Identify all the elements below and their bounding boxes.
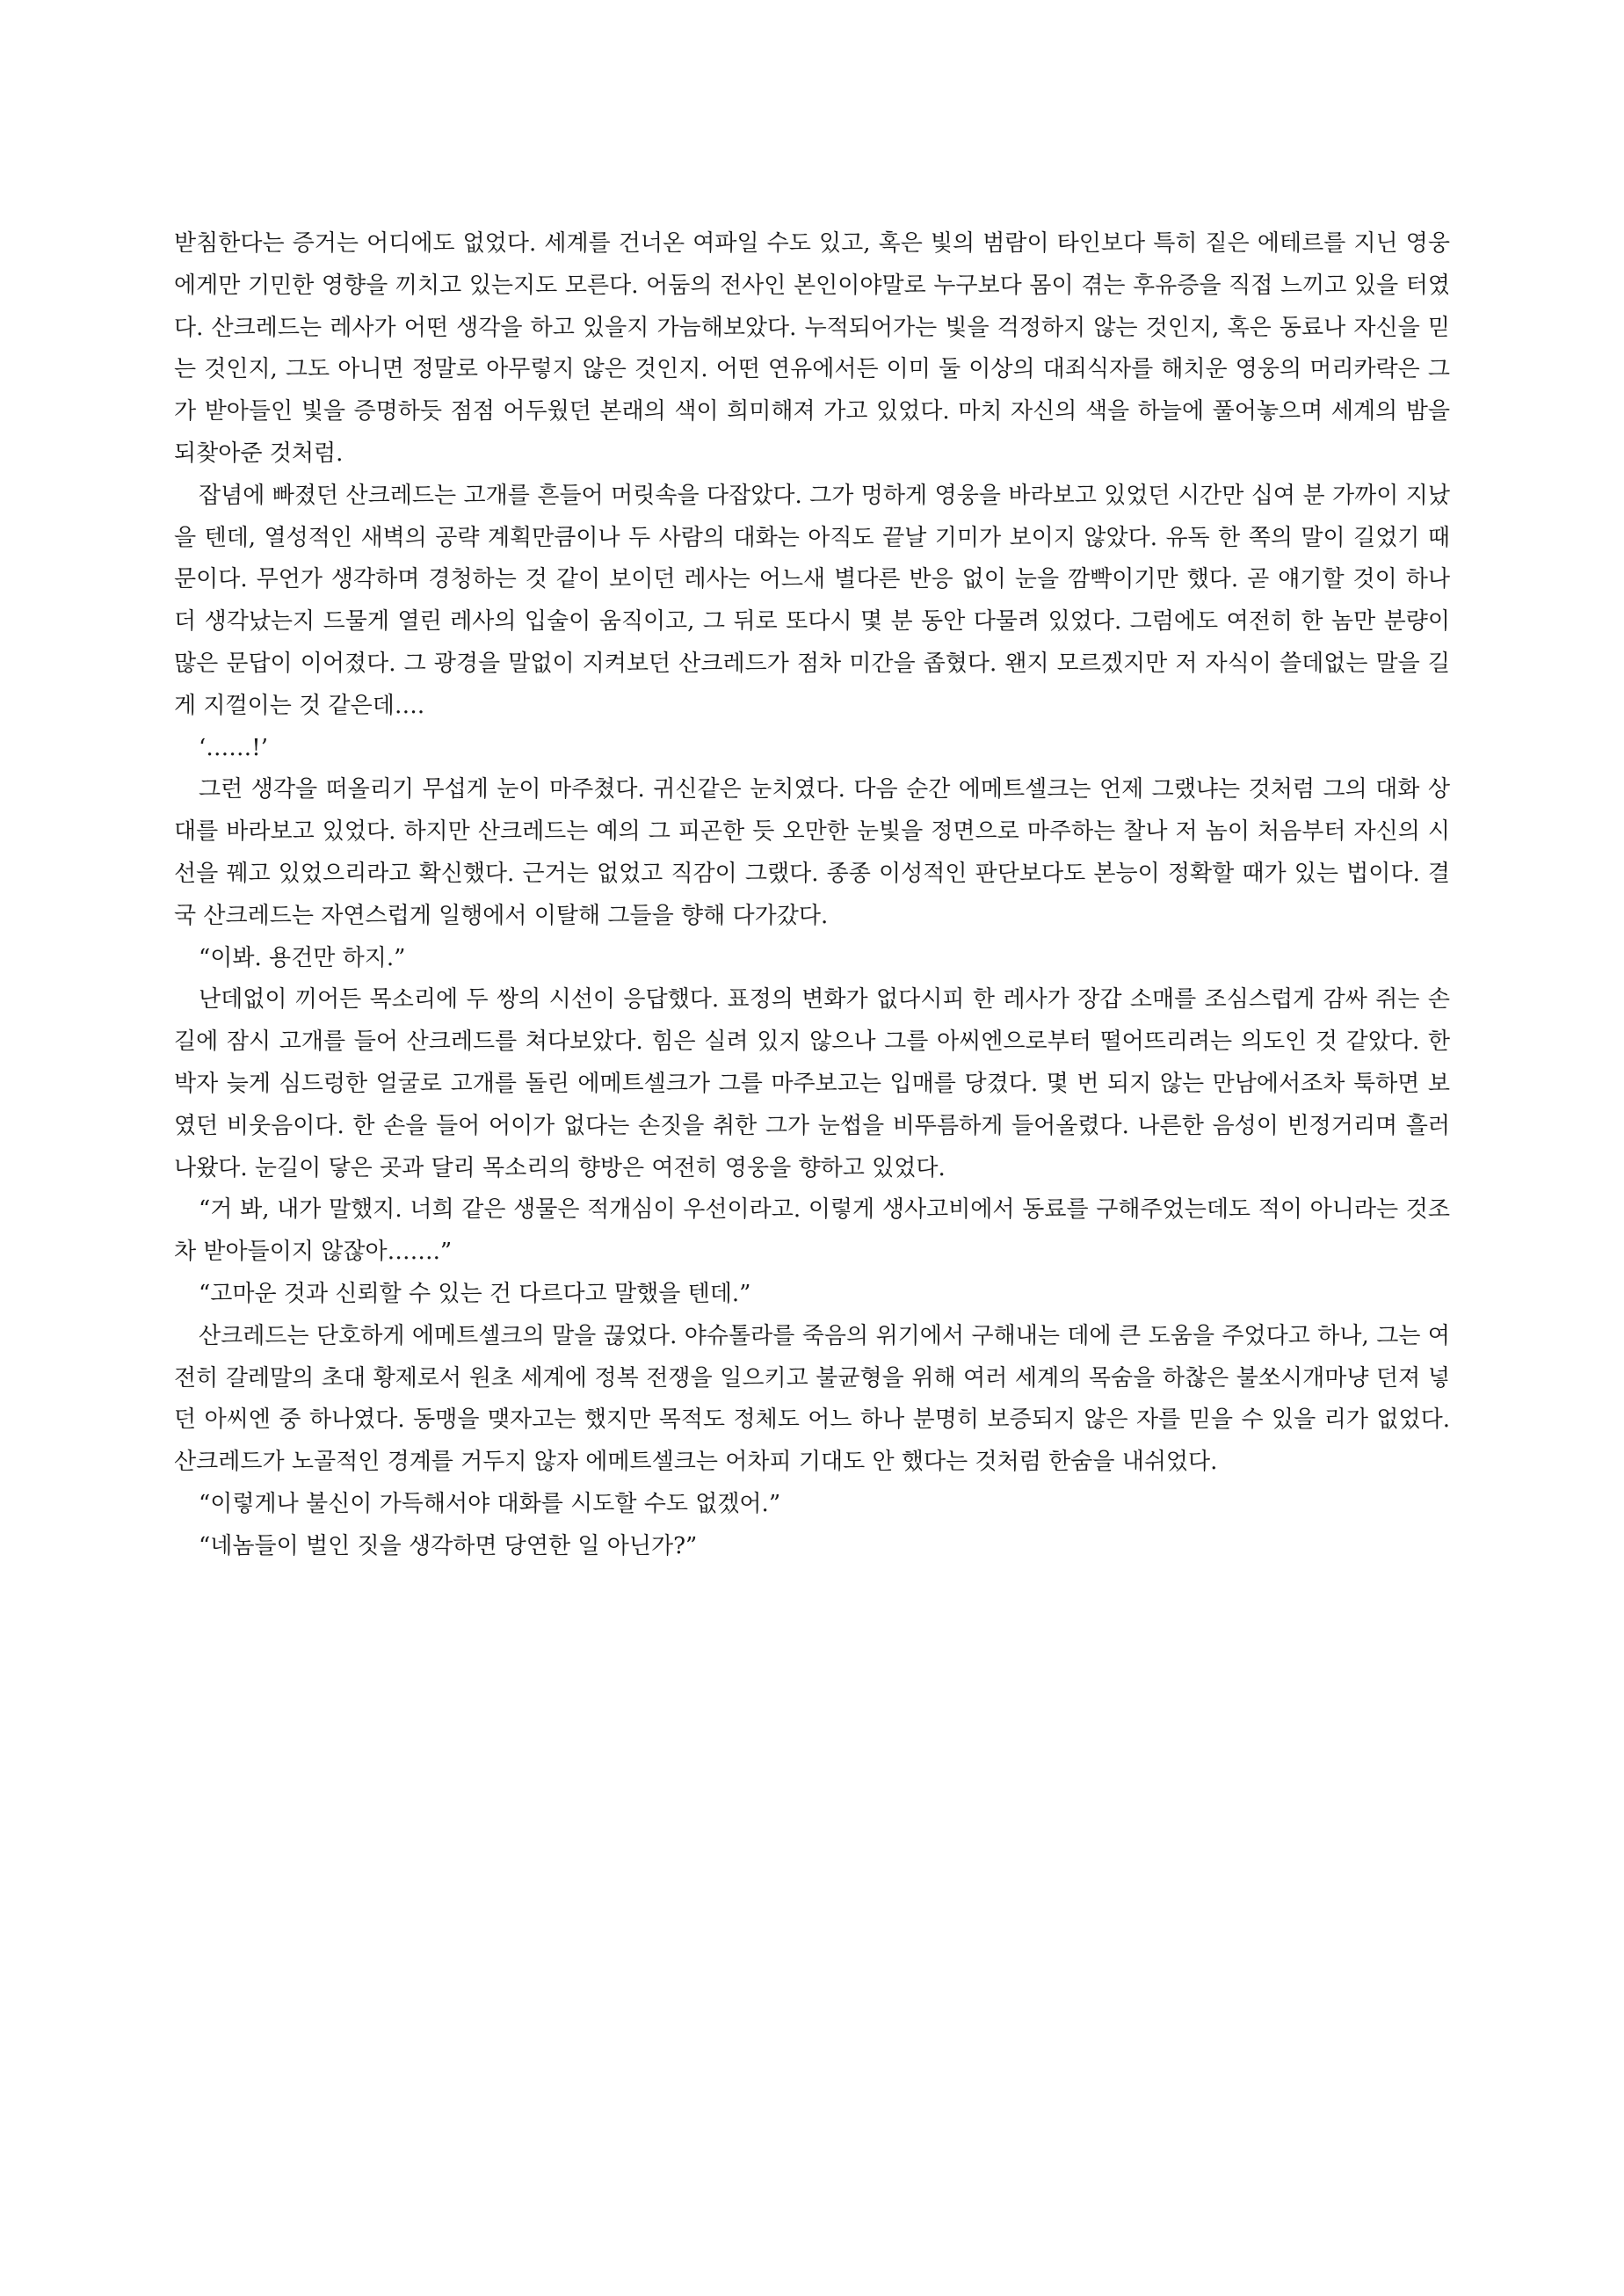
paragraph-3: ‘……!’ bbox=[199, 734, 268, 761]
paragraph-5: “이봐. 용건만 하지.” bbox=[199, 944, 406, 971]
paragraph-4: 그런 생각을 떠올리기 무섭게 눈이 마주쳤다. 귀신같은 눈치였다. 다음 순간 에메트셀크는 언제 그랬냐는 것처럼 그의 대화 상대를 바라보고 있었다. 하지만 산크레드는 예의 그 피곤한 듯 오만한 눈빛을 정면으로 마주하는 찰나 저 놈이 처음부터 자신의 시선을 꿰고 있었으리라고 확신했다. 근거는 없었고 직감이 그랬다. 종종 이성적인 판단보다도 본능이 정확할 때가 있는 법이다. 결국 산크레드는 자연스럽게 일행에서 이탈해 그들을 향해 다가갔다. bbox=[174, 776, 1450, 929]
paragraph-10: “이렇게나 불신이 가득해서야 대화를 시도할 수도 없겠어.” bbox=[199, 1490, 781, 1517]
paragraph-2: 잡념에 빠졌던 산크레드는 고개를 흔들어 머릿속을 다잡았다. 그가 멍하게 영웅을 바라보고 있었던 시간만 십여 분 가까이 지났을 텐데, 열성적인 새벽의 공략 계획만큼이나 두 사람의 대화는 아직도 끝날 기미가 보이지 않았다. 유독 한 쪽의 말이 길었기 때문이다. 무언가 생각하며 경청하는 것 같이 보이던 레사는 어느새 별다른 반응 없이 눈을 깜빡이기만 했다. 곧 얘기할 것이 하나 더 생각났는지 드물게 열린 레사의 입술이 움직이고, 그 뒤로 또다시 몇 분 동안 다물려 있었다. 그럼에도 여전히 한 놈만 분량이 많은 문답이 이어졌다. 그 광경을 말없이 지켜보던 산크레드가 점차 미간을 좁혔다. 왠지 모르겠지만 저 자식이 쓸데없는 말을 길게 지껄이는 것 같은데…. bbox=[174, 482, 1450, 719]
paragraph-1: 받침한다는 증거는 어디에도 없었다. 세계를 건너온 여파일 수도 있고, 혹은 빛의 범람이 타인보다 특히 짙은 에테르를 지닌 영웅에게만 기민한 영향을 끼치고 있는지도 모른다. 어둠의 전사인 본인이야말로 누구보다 몸이 겪는 후유증을 직접 느끼고 있을 터였다. 산크레드는 레사가 어떤 생각을 하고 있을지 가늠해보았다. 누적되어가는 빛을 걱정하지 않는 것인지, 혹은 동료나 자신을 믿는 것인지, 그도 아니면 정말로 아무렇지 않은 것인지. 어떤 연유에서든 이미 둘 이상의 대죄식자를 해치운 영웅의 머리카락은 그가 받아들인 빛을 증명하듯 점점 어두웠던 본래의 색이 희미해져 가고 있었다. 마치 자신의 색을 하늘에 풀어놓으며 세계의 밤을 되찾아준 것처럼. bbox=[174, 230, 1450, 467]
paragraph-6: 난데없이 끼어든 목소리에 두 쌍의 시선이 응답했다. 표정의 변화가 없다시피 한 레사가 장갑 소매를 조심스럽게 감싸 쥐는 손길에 잠시 고개를 들어 산크레드를 쳐다보았다. 힘은 실려 있지 않으나 그를 아씨엔으로부터 떨어뜨리려는 의도인 것 같았다. 한 박자 늦게 심드렁한 얼굴로 고개를 돌린 에메트셀크가 그를 마주보고는 입매를 당겼다. 몇 번 되지 않는 만남에서조차 툭하면 보였던 비웃음이다. 한 손을 들어 어이가 없다는 손짓을 취한 그가 눈썹을 비뚜름하게 들어올렸다. 나른한 음성이 빈정거리며 흘러나왔다. 눈길이 닿은 곳과 달리 목소리의 향방은 여전히 영웅을 향하고 있었다. bbox=[174, 986, 1450, 1181]
paragraph-8: “고마운 것과 신뢰할 수 있는 건 다르다고 말했을 텐데.” bbox=[199, 1280, 751, 1307]
paragraph-7: “거 봐, 내가 말했지. 너희 같은 생물은 적개심이 우선이라고. 이렇게 생사고비에서 동료를 구해주었는데도 적이 아니라는 것조차 받아들이지 않잖아…….” bbox=[174, 1196, 1450, 1266]
document-body bbox=[174, 223, 1450, 1568]
paragraph-9: 산크레드는 단호하게 에메트셀크의 말을 끊었다. 야슈톨라를 죽음의 위기에서 구해내는 데에 큰 도움을 주었다고 하나, 그는 여전히 갈레말의 초대 황제로서 원초 세계에 정복 전쟁을 일으키고 불균형을 위해 여러 세계의 목숨을 하찮은 불쏘시개마냥 던져 넣던 아씨엔 중 하나였다. 동맹을 맺자고는 했지만 목적도 정체도 어느 하나 분명히 보증되지 않은 자를 믿을 수 있을 리가 없었다. 산크레드가 노골적인 경계를 거두지 않자 에메트셀크는 어차피 기대도 안 했다는 것처럼 한숨을 내쉬었다. bbox=[174, 1322, 1450, 1476]
paragraph-11: “네놈들이 벌인 짓을 생각하면 당연한 일 아닌가?” bbox=[199, 1532, 698, 1559]
